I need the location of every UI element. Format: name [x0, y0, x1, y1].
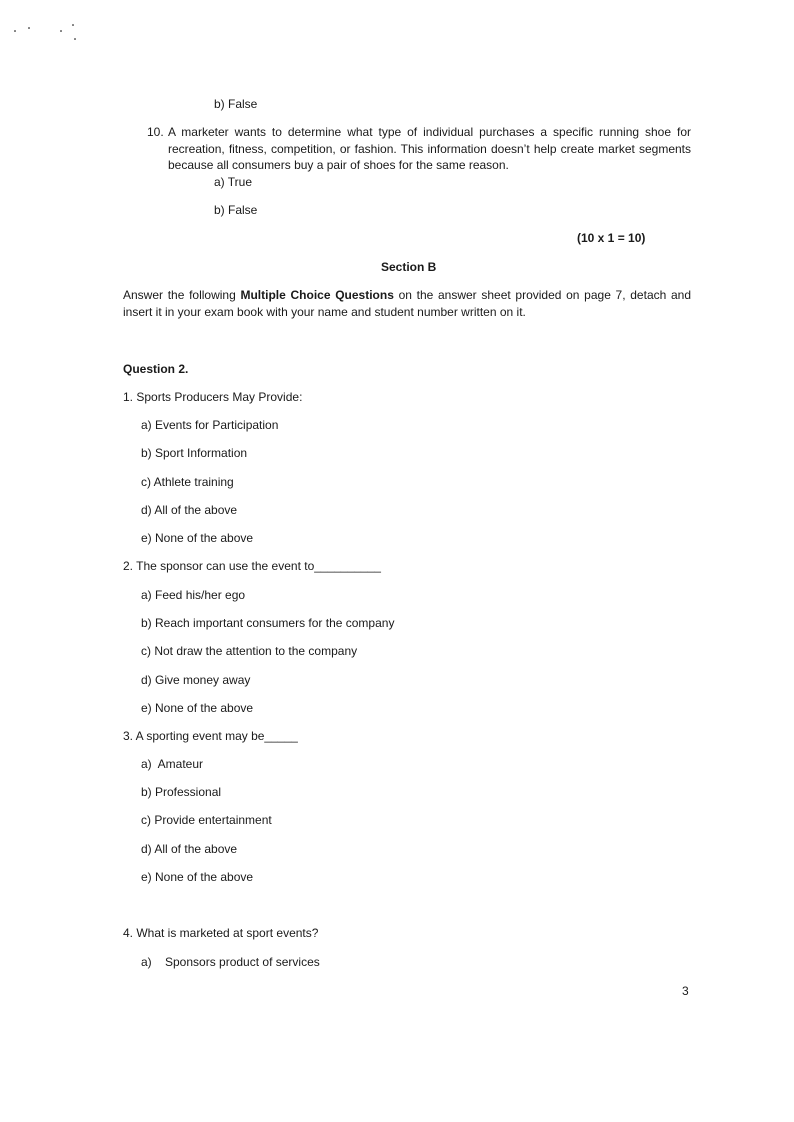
instructions-bold: Multiple Choice Questions	[240, 288, 394, 302]
question-1-option: e) None of the above	[141, 531, 254, 545]
question-4-option: a) Sponsors product of services	[141, 955, 320, 969]
question-2-option: e) None of the above	[141, 701, 254, 715]
scan-artifact-dots	[14, 22, 84, 42]
question-heading: Question 2.	[123, 362, 189, 376]
question-1-option: c) Athlete training	[141, 475, 234, 489]
question-2-option: a) Feed his/her ego	[141, 588, 246, 602]
question-2-option: b) Reach important consumers for the company	[141, 616, 395, 630]
question-3-option: d) All of the above	[141, 842, 238, 856]
question-3-option: c) Provide entertainment	[141, 813, 272, 827]
question-2-option: c) Not draw the attention to the company	[141, 644, 358, 658]
question-2-stem: 2. The sponsor can use the event to__________	[123, 559, 381, 573]
q10-number: 10.	[147, 125, 164, 139]
instructions-text: Answer the following	[123, 288, 241, 302]
question-1-option: d) All of the above	[141, 503, 238, 517]
prev-option-b: b) False	[214, 97, 258, 111]
question-2-option: d) Give money away	[141, 673, 251, 687]
q10-option-b: b) False	[214, 203, 258, 217]
question-1-option: b) Sport Information	[141, 446, 248, 460]
section-title: Section B	[381, 260, 437, 274]
page-number: 3	[682, 984, 689, 998]
instructions	[123, 287, 691, 320]
instructions-text-end: on the answer sheet provided on page 7, detach and insert it in your exam book with your name and student number written on it.	[123, 288, 691, 319]
question-3-option: e) None of the above	[141, 870, 254, 884]
question-3-option: a) Amateur	[141, 757, 204, 771]
q10-text: A marketer wants to determine what type of individual purchases a specific running shoe for recreation, fitness, competition, or fashion. This information doesn’t help create market segments because all consumers buy a pair of shoes for the same reason.	[168, 125, 691, 172]
question-3-option: b) Professional	[141, 785, 222, 799]
marks-total: (10 x 1 = 10)	[577, 231, 646, 245]
question-3-stem: 3. A sporting event may be_____	[123, 729, 298, 743]
question-1-stem: 1. Sports Producers May Provide:	[123, 390, 303, 404]
question-4-stem: 4. What is marketed at sport events?	[123, 926, 319, 940]
question-1-option: a) Events for Participation	[141, 418, 279, 432]
q10-option-a: a) True	[214, 175, 253, 189]
